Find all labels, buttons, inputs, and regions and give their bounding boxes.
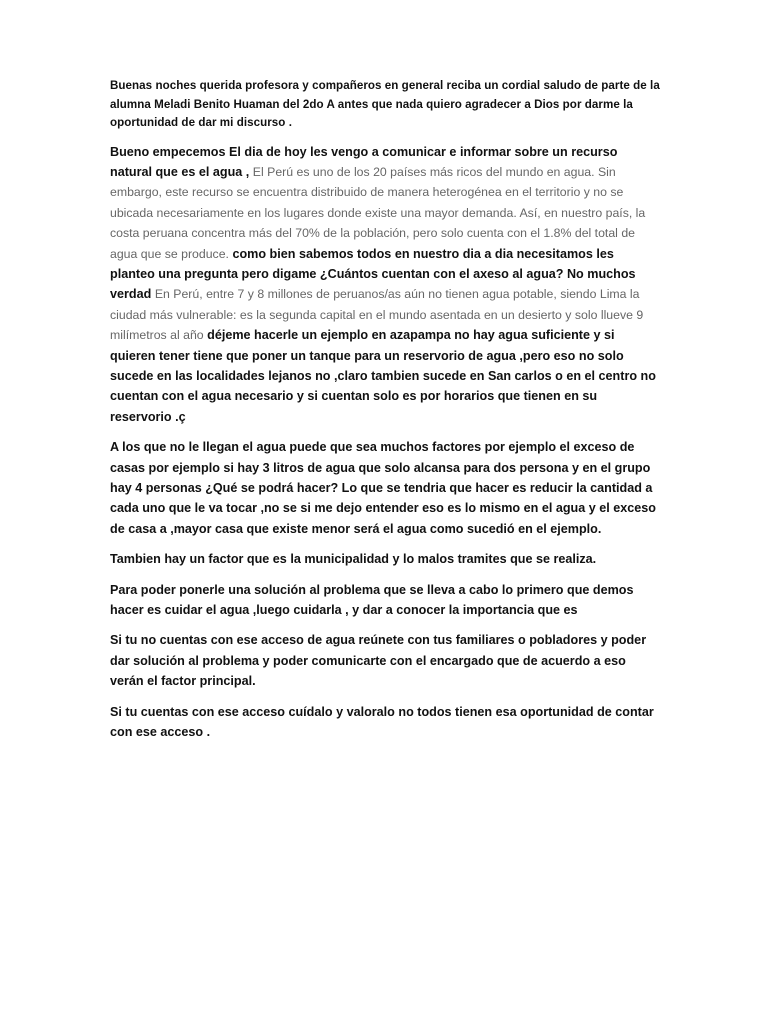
paragraph-municipality: Tambien hay un factor que es la municipalidad y lo malos tramites que se realiza.: [110, 552, 597, 567]
document-body: [110, 77, 662, 752]
paragraph-solution: Para poder ponerle una solución al problema que se lleva a cabo lo primero que demos hacer es cuidar el agua ,luego cuidarla , y dar a conocer la importancia que es: [110, 582, 634, 618]
paragraph-1-quoted-a: El Perú es uno de los 20 países más ricos del mundo en agua. Sin embargo, este recurso se encuentra distribuido de manera heterogénea en el territorio y no se ubicada necesariamente en los lugares donde existe una mayor demanda. Así, en nuestro país, la costa peruana concentra más del 70% de la población, pero solo cuenta con el 1.8% del total de agua que se produce.: [110, 164, 646, 261]
paragraph-1-quoted-b: En Perú, entre 7 y 8 millones de peruanos/as aún no tienen agua potable, siendo Lima la ciudad más vulnerable: es la segunda capital en el mundo asentada en un desierto y solo llueve 9 milímetros al año: [110, 287, 644, 343]
paragraph-1-text-a: Bueno empecemos El dia de hoy les vengo a comunicar e informar sobre un recurso natural que es el agua ,: [110, 144, 618, 179]
paragraph-no-access: Si tu no cuentas con ese acceso de agua reúnete con tus familiares o pobladores y poder dar solución al problema y poder comunicarte con el encargado que de acuerdo a eso verán el factor principal.: [110, 633, 647, 689]
paragraph-1-text-b: como bien sabemos todos en nuestro dia a dia necesitamos les planteo una pregunta pero digame ¿Cuántos cuentan con el axeso al agua? No muchos verdad: [110, 246, 636, 302]
intro-paragraph: Buenas noches querida profesora y compañeros en general reciba un cordial saludo de parte de la alumna Meladi Benito Huaman del 2do A antes que nada quiero agradecer a Dios por darme la oportunidad de dar mi discurso .: [110, 79, 660, 129]
paragraph-water-resource: [110, 142, 662, 428]
paragraph-with-access: Si tu cuentas con ese acceso cuídalo y valoralo no todos tienen esa oportunidad de contar con ese acceso .: [110, 704, 654, 740]
paragraph-1-text-c: déjeme hacerle un ejemplo en azapampa no hay agua suficiente y si quieren tener tiene que poner un tanque para un reservorio de agua ,pero eso no solo sucede en las localidades lejanos no ,claro tambien sucede en San carlos o en el centro no cuentan con el agua necesario y si cuentan solo es por horarios que tienen en su reservorio .ç: [110, 328, 656, 424]
paragraph-factors: A los que no le llegan el agua puede que sea muchos factores por ejemplo el exceso de casas por ejemplo si hay 3 litros de agua que solo alcansa para dos persona y en el grupo hay 4 personas ¿Qué se podrá hacer? Lo que se tendria que hacer es reducir la cantidad a cada uno que le va tocar ,no se si me dejo entender eso es lo mismo en el agua y el exceso de casa a ,mayor casa que existe menor será el agua como sucedió en el ejemplo.: [110, 440, 656, 536]
